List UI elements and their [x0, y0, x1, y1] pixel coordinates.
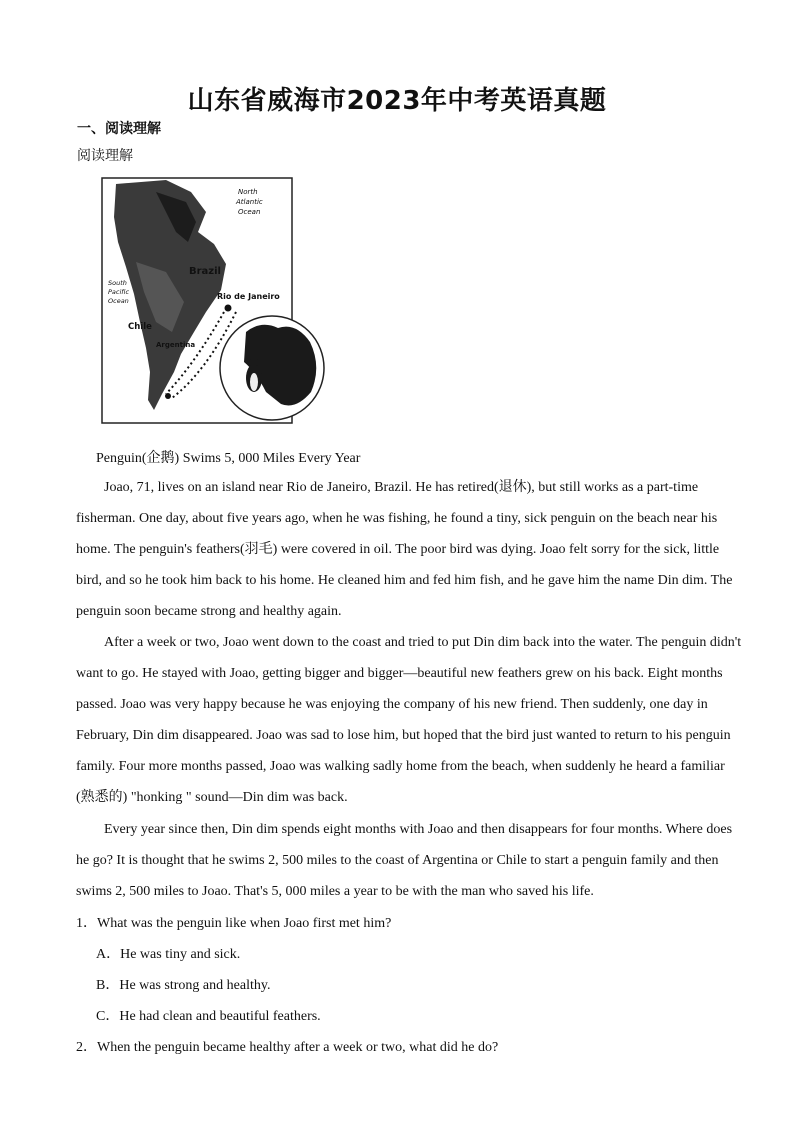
brazil-label: Brazil [189, 266, 221, 277]
chile-label: Chile [128, 322, 152, 332]
question-1-option-b: B．He was strong and healthy. [96, 978, 271, 993]
rio-label: Rio de Janeiro [217, 292, 280, 301]
question-1-option-a: A．He was tiny and sick. [96, 947, 241, 962]
rio-marker [225, 305, 232, 312]
question-1-option-c: C．He had clean and beautiful feathers. [96, 1009, 321, 1024]
map-image [96, 172, 336, 427]
article-paragraph-1: Joao, 71, lives on an island near Rio de Janeiro, Brazil. He has retired(退休), but still works as a part-time fisherman. One day, about five years ago, when he was fishing, he found a tiny, sick penguin on the beach near his home. The penguin's feathers(羽毛) were covered in oil. The poor bird was dying. Joao felt sorry for the sick, little bird, and so he took him back to his home. He cleaned him and fed him fish, and he gave him the name Din dim. The penguin soon became strong and healthy again. [76, 480, 733, 619]
south-pacific-label-1: South [108, 279, 127, 287]
section-heading: 一、阅读理解 [77, 121, 161, 137]
page-title: 山东省威海市2023年中考英语真题 [187, 86, 607, 116]
south-marker [165, 393, 171, 399]
article-title: Penguin(企鹅) Swims 5, 000 Miles Every Year [96, 451, 361, 466]
south-pacific-label-2: Pacific [108, 288, 130, 296]
question-2: 2．When the penguin became healthy after a week or two, what did he do? [76, 1040, 499, 1055]
argentina-label: Argentina [156, 341, 196, 349]
north-atlantic-label-1: North [238, 188, 258, 196]
north-atlantic-label-2: Atlantic [236, 198, 263, 206]
penguin-head [250, 358, 259, 367]
article-paragraph-3: Every year since then, Din dim spends eight months with Joao and then disappears for four months. Where does he go? It is thought that he swims 2, 500 miles to the coast of Argentina or Chile to start a penguin family and then swims 2, 500 miles to Joao. That's 5, 000 miles a year to be with the man who saved his life. [76, 822, 733, 899]
south-pacific-label-3: Ocean [108, 297, 129, 305]
article-paragraph-2: After a week or two, Joao went down to the coast and tried to put Din dim back into the water. The penguin didn't want to go. He stayed with Joao, getting bigger and bigger—beautiful new feathers grew on his back. Eight months passed. Joao was very happy because he was enjoying the company of his new friend. Then suddenly, one day in February, Din dim disappeared. Joao was sad to lose him, but hoped that the bird just wanted to return to his penguin family. Four more months passed, Joao was walking sadly home from the beach, when suddenly he heard a familiar (熟悉的) "honking " sound—Din dim was back. [76, 635, 742, 805]
sub-heading: 阅读理解 [77, 148, 133, 164]
north-atlantic-label-3: Ocean [238, 208, 261, 216]
question-1: 1．What was the penguin like when Joao first met him? [76, 916, 392, 931]
